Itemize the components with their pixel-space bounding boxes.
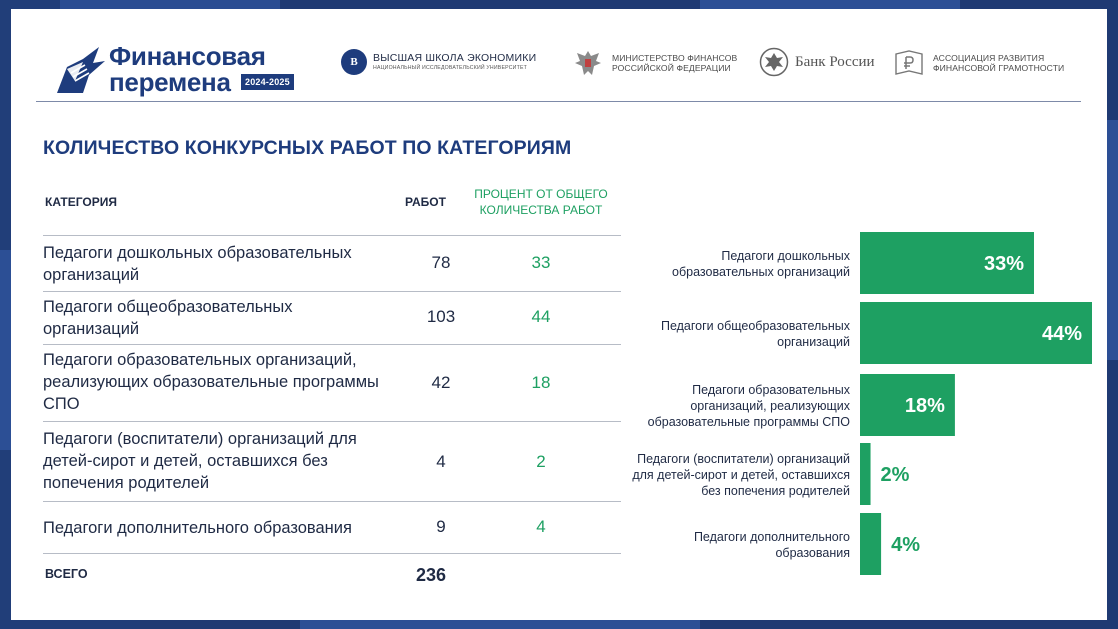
page-title: КОЛИЧЕСТВО КОНКУРСНЫХ РАБОТ ПО КАТЕГОРИЯМ xyxy=(43,137,572,159)
partner-minfin xyxy=(572,47,737,79)
column-header-works: РАБОТ xyxy=(405,195,446,209)
minfin-name-line1: МИНИСТЕРСТВО ФИНАНСОВ xyxy=(612,53,738,63)
bar-value-label: 18% xyxy=(904,395,945,417)
column-header-category: КАТЕГОРИЯ xyxy=(45,195,117,209)
row-percent: 18 xyxy=(531,373,551,392)
column-header-percent: ПРОЦЕНТ ОТ ОБЩЕГО КОЛИЧЕСТВА РАБОТ xyxy=(474,187,608,217)
minfin-name-line2: РОССИЙСКОЙ ФЕДЕРАЦИИ xyxy=(612,63,731,73)
cbr-name: Банк России xyxy=(795,53,875,70)
row-percent: 44 xyxy=(531,307,551,326)
bar-value-label: 2% xyxy=(880,464,910,486)
row-works: 103 xyxy=(426,307,456,326)
table-divider xyxy=(43,235,621,236)
row-category: Педагоги дополнительного образования xyxy=(43,519,352,537)
bar-4 xyxy=(860,443,871,505)
brand-logo xyxy=(53,43,313,97)
ruble-book-icon xyxy=(893,47,925,79)
bar-value-label: 4% xyxy=(891,534,920,556)
bar-category-label: Педагоги (воспитатели) организаций для детей-сирот и детей, оставшихся без попечения родителей xyxy=(632,452,850,498)
brand-years-badge: 2024-2025 xyxy=(241,74,294,90)
row-works: 42 xyxy=(431,373,451,392)
hse-name: ВЫСШАЯ ШКОЛА ЭКОНОМИКИ xyxy=(373,52,537,64)
percent-bar-chart xyxy=(611,231,1101,581)
table-divider xyxy=(43,421,621,422)
bar-category-label: Педагоги образовательных организаций, реализующих образовательные программы СПО xyxy=(647,383,850,429)
row-percent: 4 xyxy=(536,517,546,536)
slide-card xyxy=(11,9,1107,620)
brand-title-line1: Финансовая xyxy=(109,41,266,71)
hse-logo-icon: В xyxy=(341,49,367,75)
row-category: Педагоги дошкольных образовательных организаций xyxy=(43,244,352,284)
bar-category-label: Педагоги общеобразовательных организаций xyxy=(660,319,850,349)
row-works: 78 xyxy=(431,253,451,272)
bar-category-label: Педагоги дошкольных образовательных организаций xyxy=(672,249,850,279)
row-category: Педагоги (воспитатели) организаций для детей-сирот и детей, оставшихся без попечения родителей xyxy=(43,430,357,492)
row-percent: 33 xyxy=(531,253,551,272)
eagle-emblem-icon xyxy=(572,47,604,79)
bar-5 xyxy=(860,513,881,575)
assoc-name-line1: АССОЦИАЦИЯ РАЗВИТИЯ xyxy=(933,53,1045,63)
bird-emblem-icon xyxy=(53,45,107,97)
table-divider xyxy=(43,501,621,502)
partner-hse xyxy=(341,49,536,75)
row-works: 4 xyxy=(436,452,446,471)
total-label: ВСЕГО xyxy=(45,567,88,581)
total-value: 236 xyxy=(415,565,447,585)
row-category: Педагоги образовательных организаций, реализующих образовательные программы СПО xyxy=(43,351,379,413)
row-works: 9 xyxy=(436,517,446,536)
partner-assoc xyxy=(893,47,1064,79)
row-category: Педагоги общеобразовательных организаций xyxy=(43,298,293,338)
hse-subtitle: НАЦИОНАЛЬНЫЙ ИССЛЕДОВАТЕЛЬСКИЙ УНИВЕРСИТЕТ xyxy=(373,65,528,71)
table-divider xyxy=(43,553,621,554)
row-percent: 2 xyxy=(536,452,546,471)
cbr-emblem-icon xyxy=(759,47,789,77)
bar-value-label: 33% xyxy=(983,253,1024,275)
assoc-name-line2: ФИНАНСОВОЙ ГРАМОТНОСТИ xyxy=(933,63,1065,73)
partner-cbr xyxy=(759,47,875,77)
bar-category-label: Педагоги дополнительного образования xyxy=(693,530,850,560)
table-divider xyxy=(43,291,621,292)
bar-value-label: 44% xyxy=(1041,323,1082,345)
table-divider xyxy=(43,344,621,345)
header-divider xyxy=(36,101,1081,102)
brand-title-line2: перемена xyxy=(109,67,231,97)
